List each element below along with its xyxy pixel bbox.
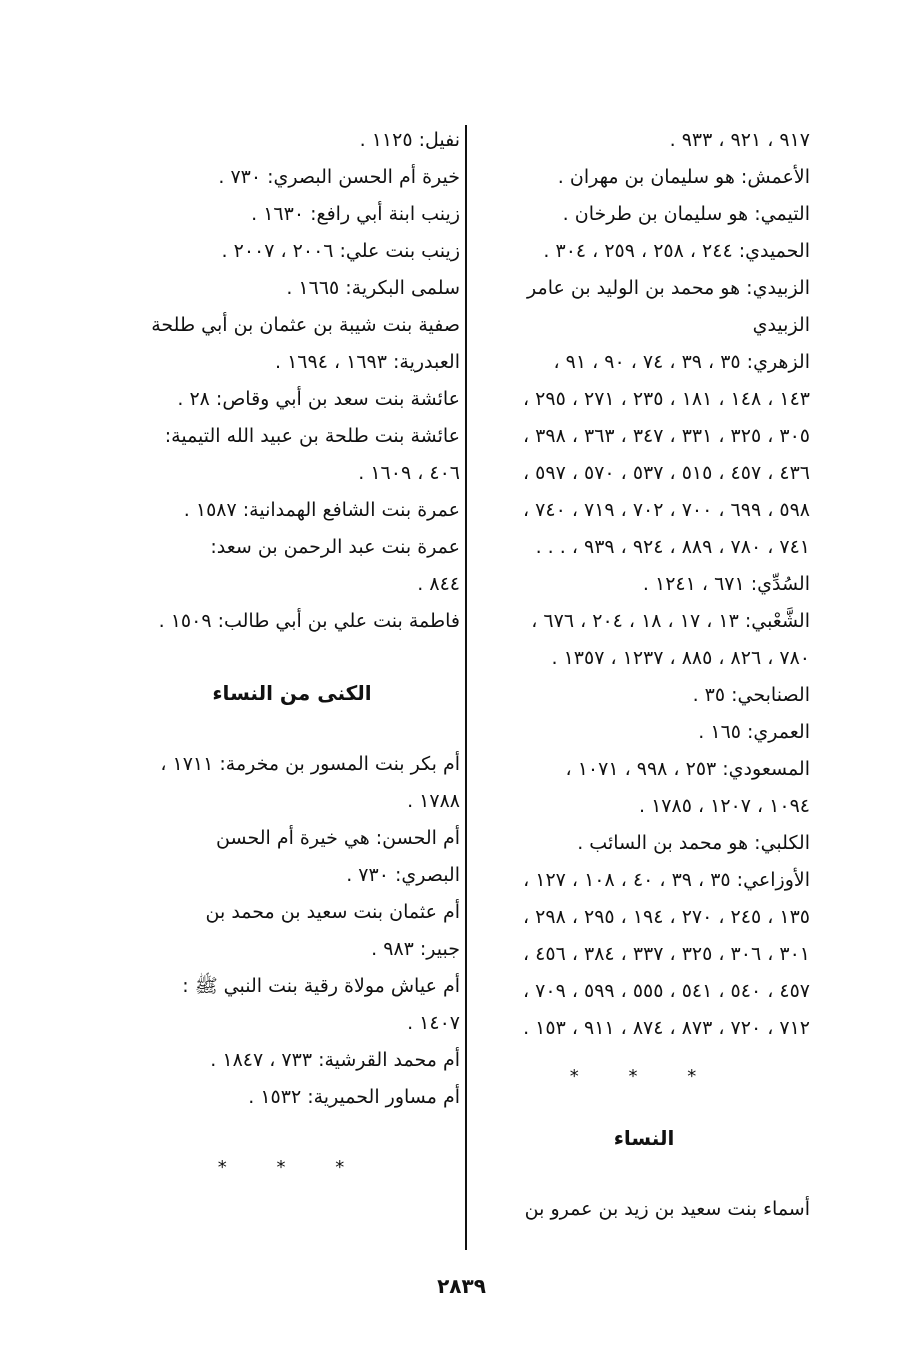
- column-divider: [465, 125, 467, 1250]
- index-line: عائشة بنت سعد بن أبي وقاص: ٢٨ .: [177, 388, 460, 410]
- index-line: ٤٣٦ ، ٤٥٧ ، ٥١٥ ، ٥٣٧ ، ٥٧٠ ، ٥٩٧ ،: [522, 462, 810, 484]
- index-line: عائشة بنت طلحة بن عبيد الله التيمية:: [164, 425, 460, 447]
- index-line: العمري: ١٦٥ .: [698, 721, 810, 743]
- index-line: الأعمش: هو سليمان بن مهران .: [557, 166, 810, 188]
- index-line: العبدرية: ١٦٩٣ ، ١٦٩٤ .: [275, 351, 460, 373]
- index-line: الحميدي: ٢٤٤ ، ٢٥٨ ، ٢٥٩ ، ٣٠٤ .: [543, 240, 810, 262]
- index-line: أم بكر بنت المسور بن مخرمة: ١٧١١ ،: [160, 753, 460, 775]
- index-line: نفيل: ١١٢٥ .: [359, 129, 460, 151]
- index-line: عمرة بنت الشافع الهمدانية: ١٥٨٧ .: [183, 499, 460, 521]
- index-line: ١٧٨٨ .: [407, 790, 460, 812]
- index-line: الشَّعْبي: ١٣ ، ١٧ ، ١٨ ، ٢٠٤ ، ٦٧٦ ،: [531, 610, 810, 632]
- index-line: أم مساور الحميرية: ١٥٣٢ .: [248, 1086, 460, 1108]
- index-line: خيرة أم الحسن البصري: ٧٣٠ .: [218, 166, 460, 188]
- index-line: ٧٤١ ، ٧٨٠ ، ٨٨٩ ، ٩٢٤ ، ٩٣٩ ، . . .: [535, 536, 810, 558]
- index-line: أسماء بنت سعيد بن زيد بن عمرو بن: [524, 1198, 810, 1220]
- index-line: ٧١٢ ، ٧٢٠ ، ٨٧٣ ، ٨٧٤ ، ٩١١ ، ١٥٣ .: [523, 1017, 810, 1039]
- index-line: التيمي: هو سليمان بن طرخان .: [562, 203, 810, 225]
- index-line: أم محمد القرشية: ٧٣٣ ، ١٨٤٧ .: [210, 1049, 460, 1071]
- index-line: أم عثمان بنت سعيد بن محمد بن: [205, 901, 460, 923]
- index-line: ١٤٣ ، ١٤٨ ، ١٨١ ، ٢٣٥ ، ٢٧١ ، ٢٩٥ ،: [522, 388, 810, 410]
- index-line: أم الحسن: هي خيرة أم الحسن: [216, 827, 460, 849]
- index-line: المسعودي: ٢٥٣ ، ٩٩٨ ، ١٠٧١ ،: [565, 758, 810, 780]
- index-line: زينب بنت علي: ٢٠٠٦ ، ٢٠٠٧ .: [221, 240, 460, 262]
- index-line: ٩١٧ ، ٩٢١ ، ٩٣٣ .: [669, 129, 810, 151]
- kunya-section-heading: الكنى من النساء: [212, 681, 372, 705]
- right-column: [478, 122, 810, 1228]
- index-line: سلمى البكرية: ١٦٦٥ .: [286, 277, 460, 299]
- index-line: ١٠٩٤ ، ١٢٠٧ ، ١٧٨٥ .: [638, 795, 810, 817]
- index-line: ٤٥٧ ، ٥٤٠ ، ٥٤١ ، ٥٥٥ ، ٥٩٩ ، ٧٠٩ ،: [522, 980, 810, 1002]
- women-section-heading: النساء: [613, 1126, 675, 1150]
- page-number: ٢٨٣٩: [437, 1274, 486, 1298]
- index-line: ٣٠١ ، ٣٠٦ ، ٣٢٥ ، ٣٣٧ ، ٣٨٤ ، ٤٥٦ ،: [522, 943, 810, 965]
- section-separator-stars: * * *: [217, 1157, 367, 1178]
- index-line: البصري: ٧٣٠ .: [346, 864, 460, 886]
- index-line: جبير: ٩٨٣ .: [371, 938, 460, 960]
- index-line: صفية بنت شيبة بن عثمان بن أبي طلحة: [151, 314, 460, 336]
- index-line: الزبيدي: هو محمد بن الوليد بن عامر: [527, 277, 810, 299]
- section-separator-stars: * * *: [569, 1066, 719, 1087]
- index-line: السُدِّي: ٦٧١ ، ١٢٤١ .: [642, 573, 810, 595]
- index-line: الصنابحي: ٣٥ .: [692, 684, 810, 706]
- index-line: أم عياش مولاة رقية بنت النبي ﷺ :: [182, 975, 460, 997]
- index-line: ١٣٥ ، ٢٤٥ ، ٢٧٠ ، ١٩٤ ، ٢٩٥ ، ٢٩٨ ،: [522, 906, 810, 928]
- index-line: الأوزاعي: ٣٥ ، ٣٩ ، ٤٠ ، ١٠٨ ، ١٢٧ ،: [523, 869, 810, 891]
- index-line: الزبيدي: [752, 314, 810, 336]
- index-line: عمرة بنت عبد الرحمن بن سعد:: [210, 536, 460, 558]
- index-line: ١٤٠٧ .: [407, 1012, 460, 1034]
- index-line: ٣٠٥ ، ٣٢٥ ، ٣٣١ ، ٣٤٧ ، ٣٦٣ ، ٣٩٨ ،: [522, 425, 810, 447]
- index-line: ٨٤٤ .: [417, 573, 460, 595]
- index-line: ٤٠٦ ، ١٦٠٩ .: [358, 462, 460, 484]
- index-line: زينب ابنة أبي رافع: ١٦٣٠ .: [251, 203, 460, 225]
- left-column: [124, 122, 460, 1198]
- index-line: الكلبي: هو محمد بن السائب .: [577, 832, 810, 854]
- index-line: ٧٨٠ ، ٨٢٦ ، ٨٨٥ ، ١٢٣٧ ، ١٣٥٧ .: [551, 647, 810, 669]
- index-line: ٥٩٨ ، ٦٩٩ ، ٧٠٠ ، ٧٠٢ ، ٧١٩ ، ٧٤٠ ،: [522, 499, 810, 521]
- index-line: الزهري: ٣٥ ، ٣٩ ، ٧٤ ، ٩٠ ، ٩١ ،: [553, 351, 810, 373]
- index-line: فاطمة بنت علي بن أبي طالب: ١٥٠٩ .: [158, 610, 460, 632]
